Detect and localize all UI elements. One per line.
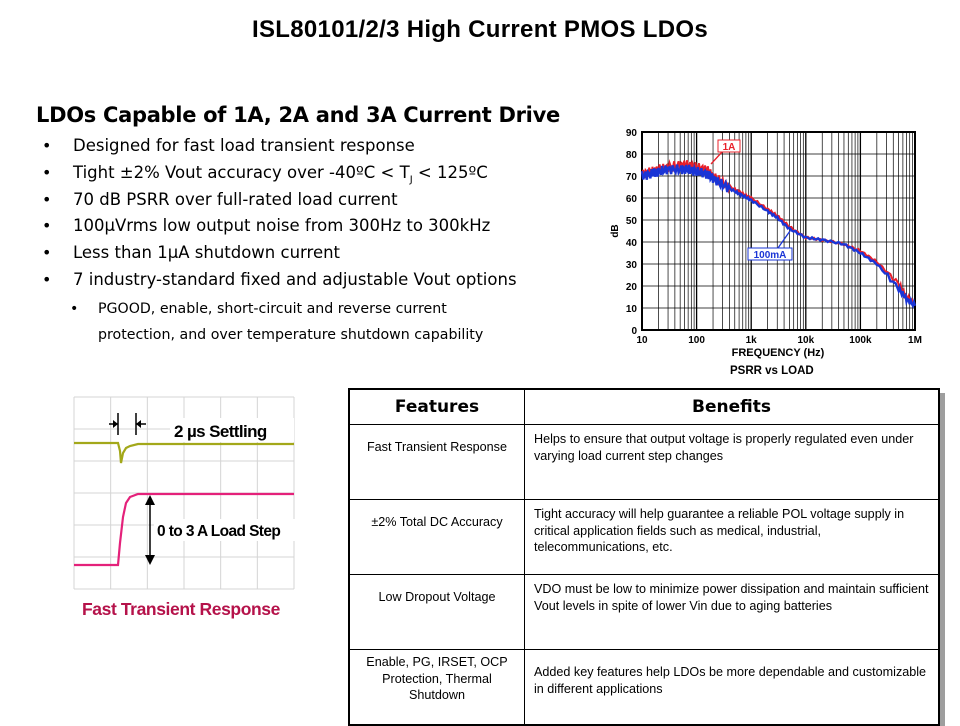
subscript-j: J (409, 174, 413, 186)
y-tick-label: 80 (625, 150, 637, 161)
feature-bullet-list (42, 133, 517, 294)
benefit-cell: Added key features help LDOs be more dependable and customizable in different applications (525, 650, 940, 726)
sub-bullet (70, 296, 580, 348)
slide-title: ISL80101/2/3 High Current PMOS LDOs (252, 16, 708, 43)
bullet-item: • Less than 1µA shutdown current (42, 240, 517, 267)
load-step-arrowhead-down (145, 555, 155, 565)
chart-grid (642, 132, 915, 330)
feature-cell: ±2% Total DC Accuracy (349, 500, 525, 575)
table-row (349, 425, 939, 500)
annotation-100ma (748, 231, 792, 261)
y-tick-label: 50 (625, 216, 637, 227)
x-tick-label: 1M (908, 335, 922, 346)
series-1a (642, 160, 915, 304)
x-tick-label: 100k (849, 335, 872, 346)
series-100ma (642, 165, 915, 306)
y-tick-label: 20 (625, 282, 637, 293)
plot-frame (642, 132, 915, 330)
table-row (349, 500, 939, 575)
scope-caption: Fast Transient Response (82, 599, 280, 619)
table-row (349, 650, 939, 726)
features-benefits-table (348, 388, 940, 726)
bullet-text-tail: < 125ºC (412, 162, 488, 182)
y-tick-label: 90 (625, 128, 637, 139)
chart-series (642, 160, 915, 306)
y-tick-label: 70 (625, 172, 637, 183)
feature-cell: Fast Transient Response (349, 425, 525, 500)
chart-title: PSRR vs LOAD (730, 365, 814, 377)
load-step-arrowhead-up (145, 495, 155, 505)
y-tick-label: 10 (625, 304, 637, 315)
table-row (349, 575, 939, 650)
x-tick-label: 10 (636, 335, 648, 346)
psrr-chart (606, 120, 924, 362)
feature-cell: Low Dropout Voltage (349, 575, 525, 650)
settling-label: 2 µs Settling (174, 422, 267, 441)
load-step-label: 0 to 3 A Load Step (157, 523, 281, 540)
annotation-1a-label: 1A (722, 142, 736, 153)
y-tick-labels (626, 128, 638, 337)
bullet-item (42, 160, 517, 187)
x-axis-label: FREQUENCY (Hz) (731, 347, 825, 359)
benefit-cell: Tight accuracy will help guarantee a reliable POL voltage supply in critical application fields such as medical, industrial, telecommunications, etc. (525, 500, 940, 575)
annotation-100ma-label: 100mA (753, 250, 787, 261)
section-heading: LDOs Capable of 1A, 2A and 3A Current Drive (36, 103, 560, 127)
y-tick-label: 40 (625, 238, 637, 249)
y-tick-label: 30 (625, 260, 637, 271)
scope-capture (60, 393, 310, 593)
bullet-item: • 70 dB PSRR over full-rated load current (42, 187, 517, 214)
header-benefits: Benefits (525, 389, 940, 425)
benefit-cell: VDO must be low to minimize power dissipation and maintain sufficient Vout levels in spite of lower Vin due to aging batteries (525, 575, 940, 650)
bullet-item: • 7 industry-standard fixed and adjustable Vout options (42, 267, 517, 294)
annotation-1a (711, 140, 740, 164)
x-tick-label: 100 (688, 335, 705, 346)
y-tick-label: 60 (625, 194, 637, 205)
x-tick-labels (636, 335, 922, 346)
sub-bullet-line2: protection, and over temperature shutdown capability (98, 327, 484, 343)
bullet-item: • 100µVrms low output noise from 300Hz to 300kHz (42, 213, 517, 240)
x-tick-label: 1k (745, 335, 757, 346)
bullet-text: Tight ±2% Vout accuracy over -40ºC < T (73, 162, 410, 182)
bullet-item: • Designed for fast load transient response (42, 133, 517, 160)
y-tick-label: 0 (631, 326, 637, 337)
y-axis-label: dB (610, 224, 621, 238)
benefit-cell: Helps to ensure that output voltage is properly regulated even under varying load current step changes (525, 425, 940, 500)
header-features: Features (349, 389, 525, 425)
sub-bullet-line1: • PGOOD, enable, short-circuit and reverse current (98, 301, 447, 317)
feature-cell: Enable, PG, IRSET, OCP Protection, Thermal Shutdown (349, 650, 525, 726)
x-tick-label: 10k (797, 335, 815, 346)
table-header-row (349, 389, 939, 425)
